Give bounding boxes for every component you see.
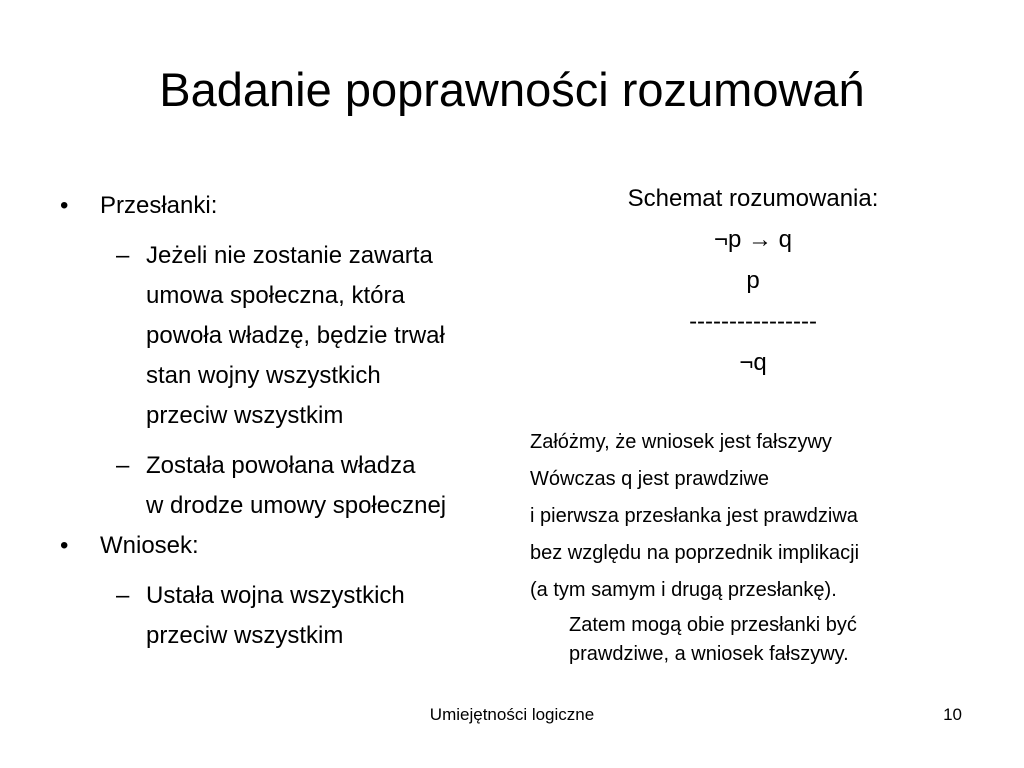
explanation-line: i pierwsza przesłanka jest prawdziwa [530, 505, 858, 527]
conclusion-bullet: • Wniosek: [60, 526, 510, 566]
schema-conclusion: ¬q [739, 349, 767, 376]
conclusion-line: przeciw wszystkim [146, 622, 344, 649]
premise-1-line: umowa społeczna, która [146, 282, 405, 309]
schema-premise-1: ¬p → q [713, 226, 793, 253]
premise-1-line: stan wojny wszystkich [146, 362, 381, 389]
premise-1-line: powoła władzę, będzie trwał [146, 322, 445, 349]
conclusion-item [60, 576, 510, 656]
schema-heading: Schemat rozumowania: [627, 185, 879, 212]
schema-premise-2: p [746, 267, 760, 294]
schema-separator: ---------------- [689, 308, 817, 335]
conclusion-line: – Ustała wojna wszystkich [146, 582, 405, 609]
reasoning-schema [500, 178, 1006, 383]
premises-list [60, 186, 510, 656]
explanation [530, 424, 859, 669]
premise-1-line: – Jeżeli nie zostanie zawarta [146, 242, 433, 269]
page-number: 10 [943, 705, 962, 724]
premise-2 [60, 446, 510, 526]
premises-bullet: • Przesłanki: [60, 186, 510, 226]
final-conclusion-line: prawdziwe, a wniosek fałszywy. [569, 643, 849, 665]
explanation-line: bez względu na poprzednik implikacji [530, 542, 860, 564]
premise-1-line: przeciw wszystkim [146, 402, 344, 429]
premise-1 [60, 236, 510, 436]
explanation-line: (a tym samym i drugą przesłankę). [530, 579, 837, 601]
premise-2-line: – Została powołana władza [146, 452, 416, 479]
premise-2-line: w drodze umowy społecznej [146, 492, 447, 519]
footer-title: Umiejętności logiczne [429, 705, 595, 724]
explanation-line: Załóżmy, że wniosek jest fałszywy [530, 431, 832, 453]
explanation-line: Wówczas q jest prawdziwe [530, 468, 769, 490]
final-conclusion-line: Zatem mogą obie przesłanki być [569, 614, 857, 636]
slide-title: Badanie poprawności rozumowań [159, 63, 865, 116]
final-conclusion [569, 611, 859, 669]
